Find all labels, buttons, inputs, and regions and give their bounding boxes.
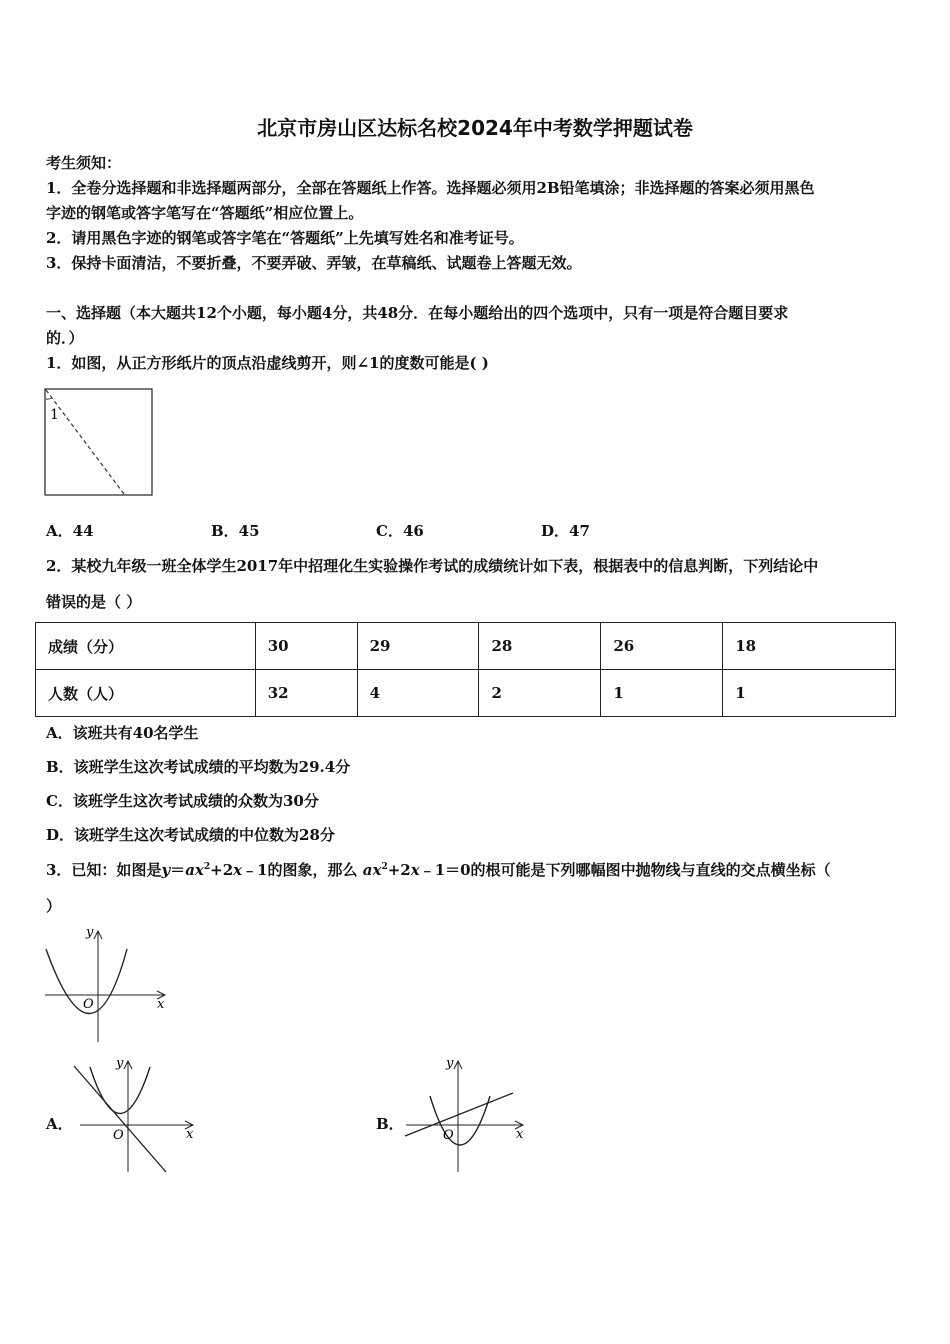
table-cell: 人数（人） [36, 670, 256, 717]
notice-heading: 考生须知： [46, 154, 122, 172]
table-cell: 2 [479, 670, 601, 717]
q3-stem-close: ） [46, 897, 62, 915]
q3-option-a[interactable]: A． [46, 1115, 73, 1133]
table-cell: 4 [357, 670, 479, 717]
section-heading: 一、选择题（本大题共12个小题，每小题4分，共48分．在每小题给出的四个选项中，只有一项是符合题目要求 [46, 304, 789, 322]
page-title: 北京市房山区达标名校2024年中考数学押题试卷 [257, 116, 693, 140]
square-outline [45, 389, 152, 495]
table-cell: 26 [601, 623, 723, 670]
q2-option-b[interactable]: B．该班学生这次考试成绩的平均数为29.4分 [46, 758, 351, 776]
q1-stem: 1．如图，从正方形纸片的顶点沿虚线剪开，则∠1的度数可能是( ) [46, 354, 489, 372]
x-axis-label: x [157, 997, 165, 1012]
line-graph [405, 1093, 513, 1136]
x-axis-label: x [186, 1127, 194, 1142]
origin-label: O [83, 997, 94, 1012]
table-cell: 1 [601, 670, 723, 717]
line-graph [74, 1066, 166, 1172]
y-axis-label: y [86, 925, 94, 940]
parabola-curve [90, 1067, 150, 1114]
y-axis-label: y [116, 1056, 124, 1071]
notice-line-2: 字迹的钢笔或答字笔写在“答题纸”相应位置上。 [46, 204, 364, 222]
table-cell: 29 [357, 623, 479, 670]
table-cell: 30 [255, 623, 357, 670]
origin-label: O [443, 1128, 454, 1143]
table-cell: 成绩（分） [36, 623, 256, 670]
q2-option-c[interactable]: C．该班学生这次考试成绩的众数为30分 [46, 792, 319, 810]
table-cell: 32 [255, 670, 357, 717]
q1-square-figure [44, 388, 154, 498]
q1-option-a[interactable]: A．44 [46, 522, 94, 540]
parabola-curve [430, 1096, 490, 1145]
angle-label: 1 [50, 407, 59, 423]
notice-line-4: 3．保持卡面清洁，不要折叠，不要弄破、弄皱，在草稿纸、试题卷上答题无效。 [46, 254, 582, 272]
y-axis-label: y [446, 1056, 454, 1071]
q3-stem: 3．已知：如图是$y=ax^2+2x﹣1$的图象，那么 $ax^2+2x﹣1=0$的根可能是下列哪幅图中抛物线与直线的交点横坐标（ [46, 861, 831, 879]
q3-option-b[interactable]: B． [376, 1115, 404, 1133]
q2-option-d[interactable]: D．该班学生这次考试成绩的中位数为28分 [46, 826, 335, 844]
notice-line-1: 1．全卷分选择题和非选择题两部分，全部在答题纸上作答。选择题必须用2B铅笔填涂；非选择题的答案必须用黑色 [46, 179, 815, 197]
section-heading-cont: 的．） [46, 329, 84, 347]
q1-option-b[interactable]: B．45 [211, 522, 260, 540]
x-axis-label: x [516, 1127, 524, 1142]
notice-line-3: 2．请用黑色字迹的钢笔或答字笔在“答题纸”上先填写姓名和准考证号。 [46, 229, 524, 247]
angle-arc [46, 398, 52, 399]
table-row [36, 623, 896, 670]
score-table [35, 622, 896, 717]
q2-option-a[interactable]: A．该班共有40名学生 [46, 724, 199, 742]
table-row [36, 670, 896, 717]
q2-stem-cont: 错误的是（ ） [46, 593, 142, 611]
table-cell: 28 [479, 623, 601, 670]
table-cell: 1 [723, 670, 896, 717]
q3-given-graph [40, 922, 175, 1047]
q3-option-b-graph[interactable] [400, 1052, 535, 1177]
q3-option-a-graph[interactable] [70, 1052, 205, 1177]
origin-label: O [113, 1128, 124, 1143]
cut-dashed-line [46, 390, 124, 494]
q2-stem: 2．某校九年级一班全体学生2017年中招理化生实验操作考试的成绩统计如下表，根据表中的信息判断，下列结论中 [46, 557, 819, 575]
table-cell: 18 [723, 623, 896, 670]
q1-option-d[interactable]: D．47 [541, 522, 590, 540]
q1-option-c[interactable]: C．46 [376, 522, 424, 540]
